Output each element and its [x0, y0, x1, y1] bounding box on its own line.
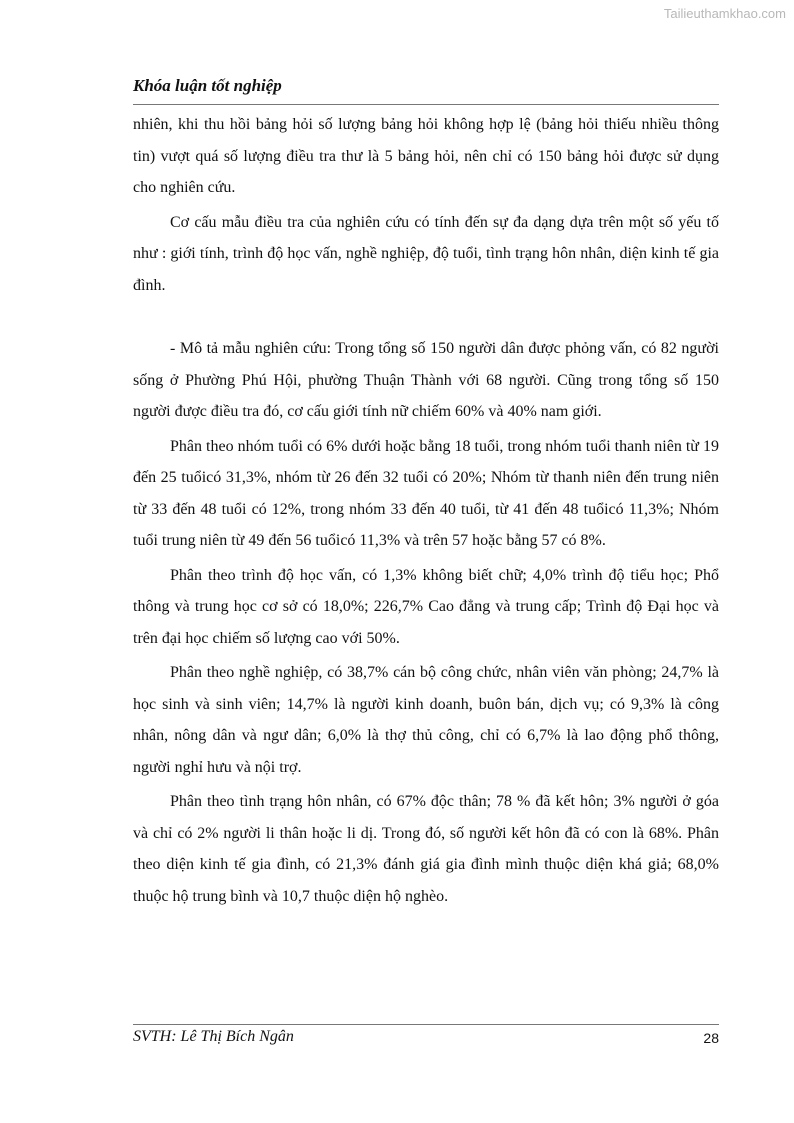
- page-number: 28: [703, 1030, 719, 1046]
- paragraph-education: Phân theo trình độ học vấn, có 1,3% không biết chữ; 4,0% trình độ tiểu học; Phổ thông và trung học cơ sở có 18,0%; 226,7% Cao đẳng và trung cấp; Trình độ Đại học và trên đại học chiếm số lượng cao với 50%.: [133, 566, 719, 647]
- footer-divider: [133, 1024, 719, 1025]
- paragraph-marital-status: Phân theo tình trạng hôn nhân, có 67% độc thân; 78 % đã kết hôn; 3% người ở góa và chỉ có 2% người li thân hoặc li dị. Trong đó, số người kết hôn đã có con là 68%. Phân theo diện kinh tế gia đình, có 21,3% đánh giá gia đình mình thuộc diện khá giả; 68,0% thuộc hộ trung bình và 10,7 thuộc diện hộ nghèo.: [133, 793, 719, 905]
- watermark: Tailieuthamkhao.com: [663, 6, 786, 21]
- paragraph-continuation: nhiên, khi thu hồi bảng hỏi số lượng bảng hỏi không hợp lệ (bảng hỏi thiếu nhiều thông tin) vượt quá số lượng điều tra thư là 5 bảng hỏi, nên chỉ có 150 bảng hỏi được sử dụng cho nghiên cứu.: [133, 116, 719, 196]
- paragraph-sample-description: - Mô tả mẫu nghiên cứu: Trong tổng số 150 người dân được phỏng vấn, có 82 người sống ở Phường Phú Hội, phường Thuận Thành với 68 người. Cũng trong tổng số 150 người được điều tra đó, cơ cấu giới tính nữ chiếm 60% và 40% nam giới.: [133, 340, 719, 420]
- paragraph-occupation: Phân theo nghề nghiệp, có 38,7% cán bộ công chức, nhân viên văn phòng; 24,7% là học sinh và sinh viên; 14,7% là người kinh doanh, buôn bán, dịch vụ; có 9,3% là công nhân, nông dân và ngư dân; 6,0% là thợ thủ công, chỉ có 6,7% là lao động phổ thông, người nghỉ hưu và nội trợ.: [133, 664, 719, 776]
- header-title: Khóa luận tốt nghiệp: [133, 76, 282, 95]
- main-content: [133, 109, 719, 915]
- paragraph-sample-structure: Cơ cấu mẫu điều tra của nghiên cứu có tính đến sự đa dạng dựa trên một số yếu tố như : giới tính, trình độ học vấn, nghề nghiệp, độ tuổi, tình trạng hôn nhân, diện kinh tế gia đình.: [133, 213, 719, 294]
- footer-author: SVTH: Lê Thị Bích Ngân: [133, 1028, 294, 1045]
- paragraph-age-groups: Phân theo nhóm tuổi có 6% dưới hoặc bằng 18 tuổi, trong nhóm tuổi thanh niên từ 19 đến 25 tuổicó 31,3%, nhóm từ 26 đến 32 tuổi có 20%; Nhóm từ thanh niên đến trung niên từ 33 đến 48 tuổi có 12%, trong nhóm 33 đến 40 tuổi, từ 41 đến 48 tuổicó 11,3%; Nhóm tuổi trung niên từ 49 đến 56 tuổicó 11,3% và trên 57 hoặc bằng 57 có 8%.: [133, 437, 719, 549]
- header-divider: [133, 104, 719, 105]
